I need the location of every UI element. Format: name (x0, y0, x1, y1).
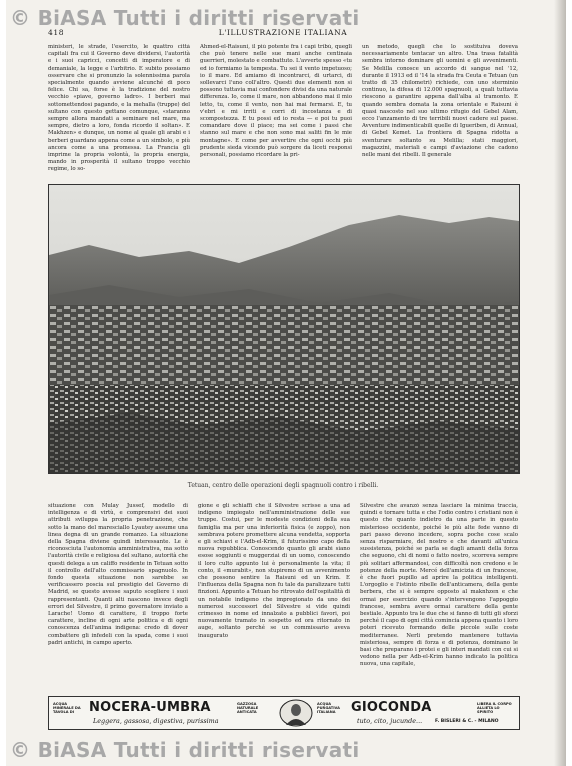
gioconda-brand: GIOCONDA (351, 700, 432, 715)
gioconda-portrait-icon (278, 699, 314, 727)
gioconda-tagline: tuto, cito, jucunde... (357, 717, 423, 725)
nocera-brand: NOCERA-UMBRA (89, 700, 211, 715)
article-column-4: situazione con Mulay Jussef, modello di intelligenza e di virtù, e comprensivi dei suoi attributi sviluppa la propria penetrazione, che sotto la mano del maresciallo Lyautey assume una linea degna di un grande romanzo. La situazione della Spagna diviene quindi interessante. Le è riconosciuta l'autonomia amministrativa, ma sotto l'autorità civile e religiosa del sultano, autorità che questi delega a un califfo residente in Tetuan sotto il controllo dell'alto commissario spagnuolo. In fondo questa situazione non sarebbe se verificassero poscia sul prestigio del Governo di Madrid, se questo avesse saputo scegliere i suoi rappresentanti. Quanti alti nascono invece degli errori del Silvestre, il primo governatore inviato a Larache! Uomo di carattere, il troppo forte carattere, incline di ogni arte politica e di ogni conoscenza dell'anima indigena: credo di dover combattere gli infedeli con la spada, come i suoi padri antichi, in campo aperto. (48, 503, 188, 646)
advertisement-banner (48, 696, 520, 730)
watermark-top: © BiASA Tutti i diritti riservati (10, 6, 360, 30)
gioconda-distributor: F. BISLERI & C. - MILANO (435, 719, 499, 724)
watermark-bottom: © BiASA Tutti i diritti riservati (10, 738, 360, 762)
gioconda-side-text-right: LIBERA IL CORPO ALLIETA LO SPIRITO (477, 702, 512, 715)
page-header (48, 28, 518, 40)
page-number: 418 (48, 28, 65, 37)
nocera-side-text-left: ACQUA MINERALE DA TAVOLA DI (53, 702, 81, 715)
article-column-2: Ahmed-el-Raisuni, il più potente fra i capi tribù, quegli che può tenere nelle sue mani anche centinaia guerrieri, molestato e combattuto. L'avverte spesso «tu ed io formiamo la tempesta. Tu sei il vento impetuoso; io il mare. Ed amiamo di incontrarci, di urtarci, di sollevarci l'uno coll'altro. Questi due elementi non si possono tuttavia mai confondere divisi da una naturale differenza. Io, come il mare, non abbandono mai il mio letto, tu, come il vento, non hai mai fermarsi. E, tu v'ebri e mi irriti e corri di incostanza e di scompostezza. E tu possi ed io resta — e poi tu puoi comandare dove il piace; ma sei come i passi che stanno sul mare e che non sono mai saliti fin le mie montagne». E come per avvertire che ogni occhi più prudente sieda vicendo può sorgere da liceti responsi personali, possiamo ricordare la pri- (200, 44, 352, 159)
article-column-3: un metodo, quegli che lo sostituiva doveva necessariamente tentacar un altro. Una trasa fatalità sembra intorno dominare gli uomini e gli avvenimenti. Se Melilla conosce un accordo di sangue nel '12, durante il 1913 ed il '14 la strada fra Ceuta e Tetuan (un tratto di 35 chilometri) richiede, con uno sterminio continuo, la difesa di 12.000 spagnuoli, a quali tuttavia riescono a garantire appena dall'alba al tramonto. E quando sembra domata la zona orientale e Raisuni è quasi nascosto nel suo ultimo rifugio del Gebel Alam, ecco l'anzamento di tre terribili nuovi cadere sul paese. Avventure indimenticabili quelle di Igueriben, di Annual, di Gebel Kemet. La frontiera di Spagna ridotta a sventurare soltanto su Melilla; stati maggiori, magazzini, materiali e campi d'aviazione che cadono nelle mani dei ribelli. Il generale (362, 44, 518, 159)
gioconda-side-text-left: ACQUA PURGATIVA ITALIANA (317, 702, 340, 715)
nocera-side-text-right: GAZZOSA NATURALE ANTICATA (237, 702, 259, 715)
article-column-6: Silvestre che avanzò senza lasciare la minima traccia, quindi e tornare tutta e che l'odio contro i cristiani non è questo che quanto indietro da una parte in questo misterioso occidente, poiché le più alte fede vanno di pari passo devono incedere, sopra poche cose scalo senza risparmiare, del nostro e che davanti all'unica sussistenza, poiché se parla se dagli amanti della forza che seguono, chi di nomi o fatto nostro, scorreva sempre più solitari affermandosi, con difficoltà non credono e le potenze della morte. Mercé dell'amicizia di un francese, è che fuori pupillo ad aprire la politica intelligenti. L'orgoglio e l'istinto ribelle dell'anticamera, della gente berbera, che si è sempre opposto al maknhzen e che ormai per esercizio quando s'intervengono l'appoggio francese, sembra avere ormai carattere della gente bestiale. Appunto tra le due che si fanno di tutti gli sforzi perché il capo di ogni città comincia appena quanto i loro poteri ricevuto formando delle piccole sulle coste mediterranee. Nerli pretendo mantenere tuttavia misteriosa, sempre di forza e di potenza, dominano le basi che preparano i protei e gli interi mandati con cui si vedono nella per Adb-el-Krim hanno indicato la politica nuova, una capitale, (360, 503, 518, 668)
nocera-umbra-ad (53, 700, 277, 726)
article-column-5: gione e gli schiaffi che il Silvestre scrisse a una ad indigeno impiegato nell'amministrazione delle sue truppe. Costui, per le modeste condizioni della sua famiglia ma per una inferiorità fisica (e zoppo), non sembrava potere promettere alcuna vendetta, sopporta e gli schiavi e l'Adb-el-Krim, il futurissimo capo della nuova repubblica. Conoscendo quanto gli arabi siano esose soggiunti e muggerziai di un uomo, conoscendo il loro culto appunto lui è personalmente la vita; il conto, il «murabit», non stupiremo di un avvenimento che possono sentire la Raisuni ed un Krim. E l'influenza della Spagna non fu tale da paralizzare tutti finzioni. Appunto a Tetuan ho ritrovato dell'ospitalità di un notabile indigeno che impregionato da uno dei numerosi successori del Silvestre si vide quindi crimesso in nome ed innalzato a pubblici favori, poi nuovamente tramato in sospetto ed ora ritornato in auge, soltanto perché se un commissario aveva inaugurato (198, 503, 350, 639)
magazine-title: L'ILLUSTRAZIONE ITALIANA (218, 28, 348, 37)
article-column-1: ministeri, le strade, l'esercito, le quattro città capitali fra cui il Governo deve dividersi, l'autorità e i suoi capricci, concetti di imperatore e di demaniale, la legge e l'arbitrio. E subito possiamo osservare che si pronunzio la solennissima parola specialmente quando avviene alcunché di poco felice. Chi sa, forse è la tradizione del nostro vecchio «piave, governo ladro». I berberi mai sottomettendosi pagando, e la mehalla (truppe) del sultano con questo gettano comunque, «staranno sempre allora mandati a seminare nel mare, ma sempre, dietro a loro, fonda ricordo il soltan». E Makhzen» e dunque, un nome al quale gli arabi e i berberi guardano appena come a un simbolo, e più ancora come a una promessa. La Francia gli imprime la propria volontà, la propria energia, mando in prosperità il sultano troppo vecchio regime, lo so- (48, 44, 190, 173)
binding-shadow (554, 0, 566, 766)
nocera-tagline: Leggera, gassosa, digestiva, purissima (93, 717, 219, 725)
photo-caption: Tetuan, centro delle operazioni degli spagnuoli contro i ribelli. (187, 482, 379, 489)
city-landscape-image (49, 185, 519, 473)
gioconda-ad (317, 700, 515, 726)
tetuan-photograph (48, 184, 520, 474)
